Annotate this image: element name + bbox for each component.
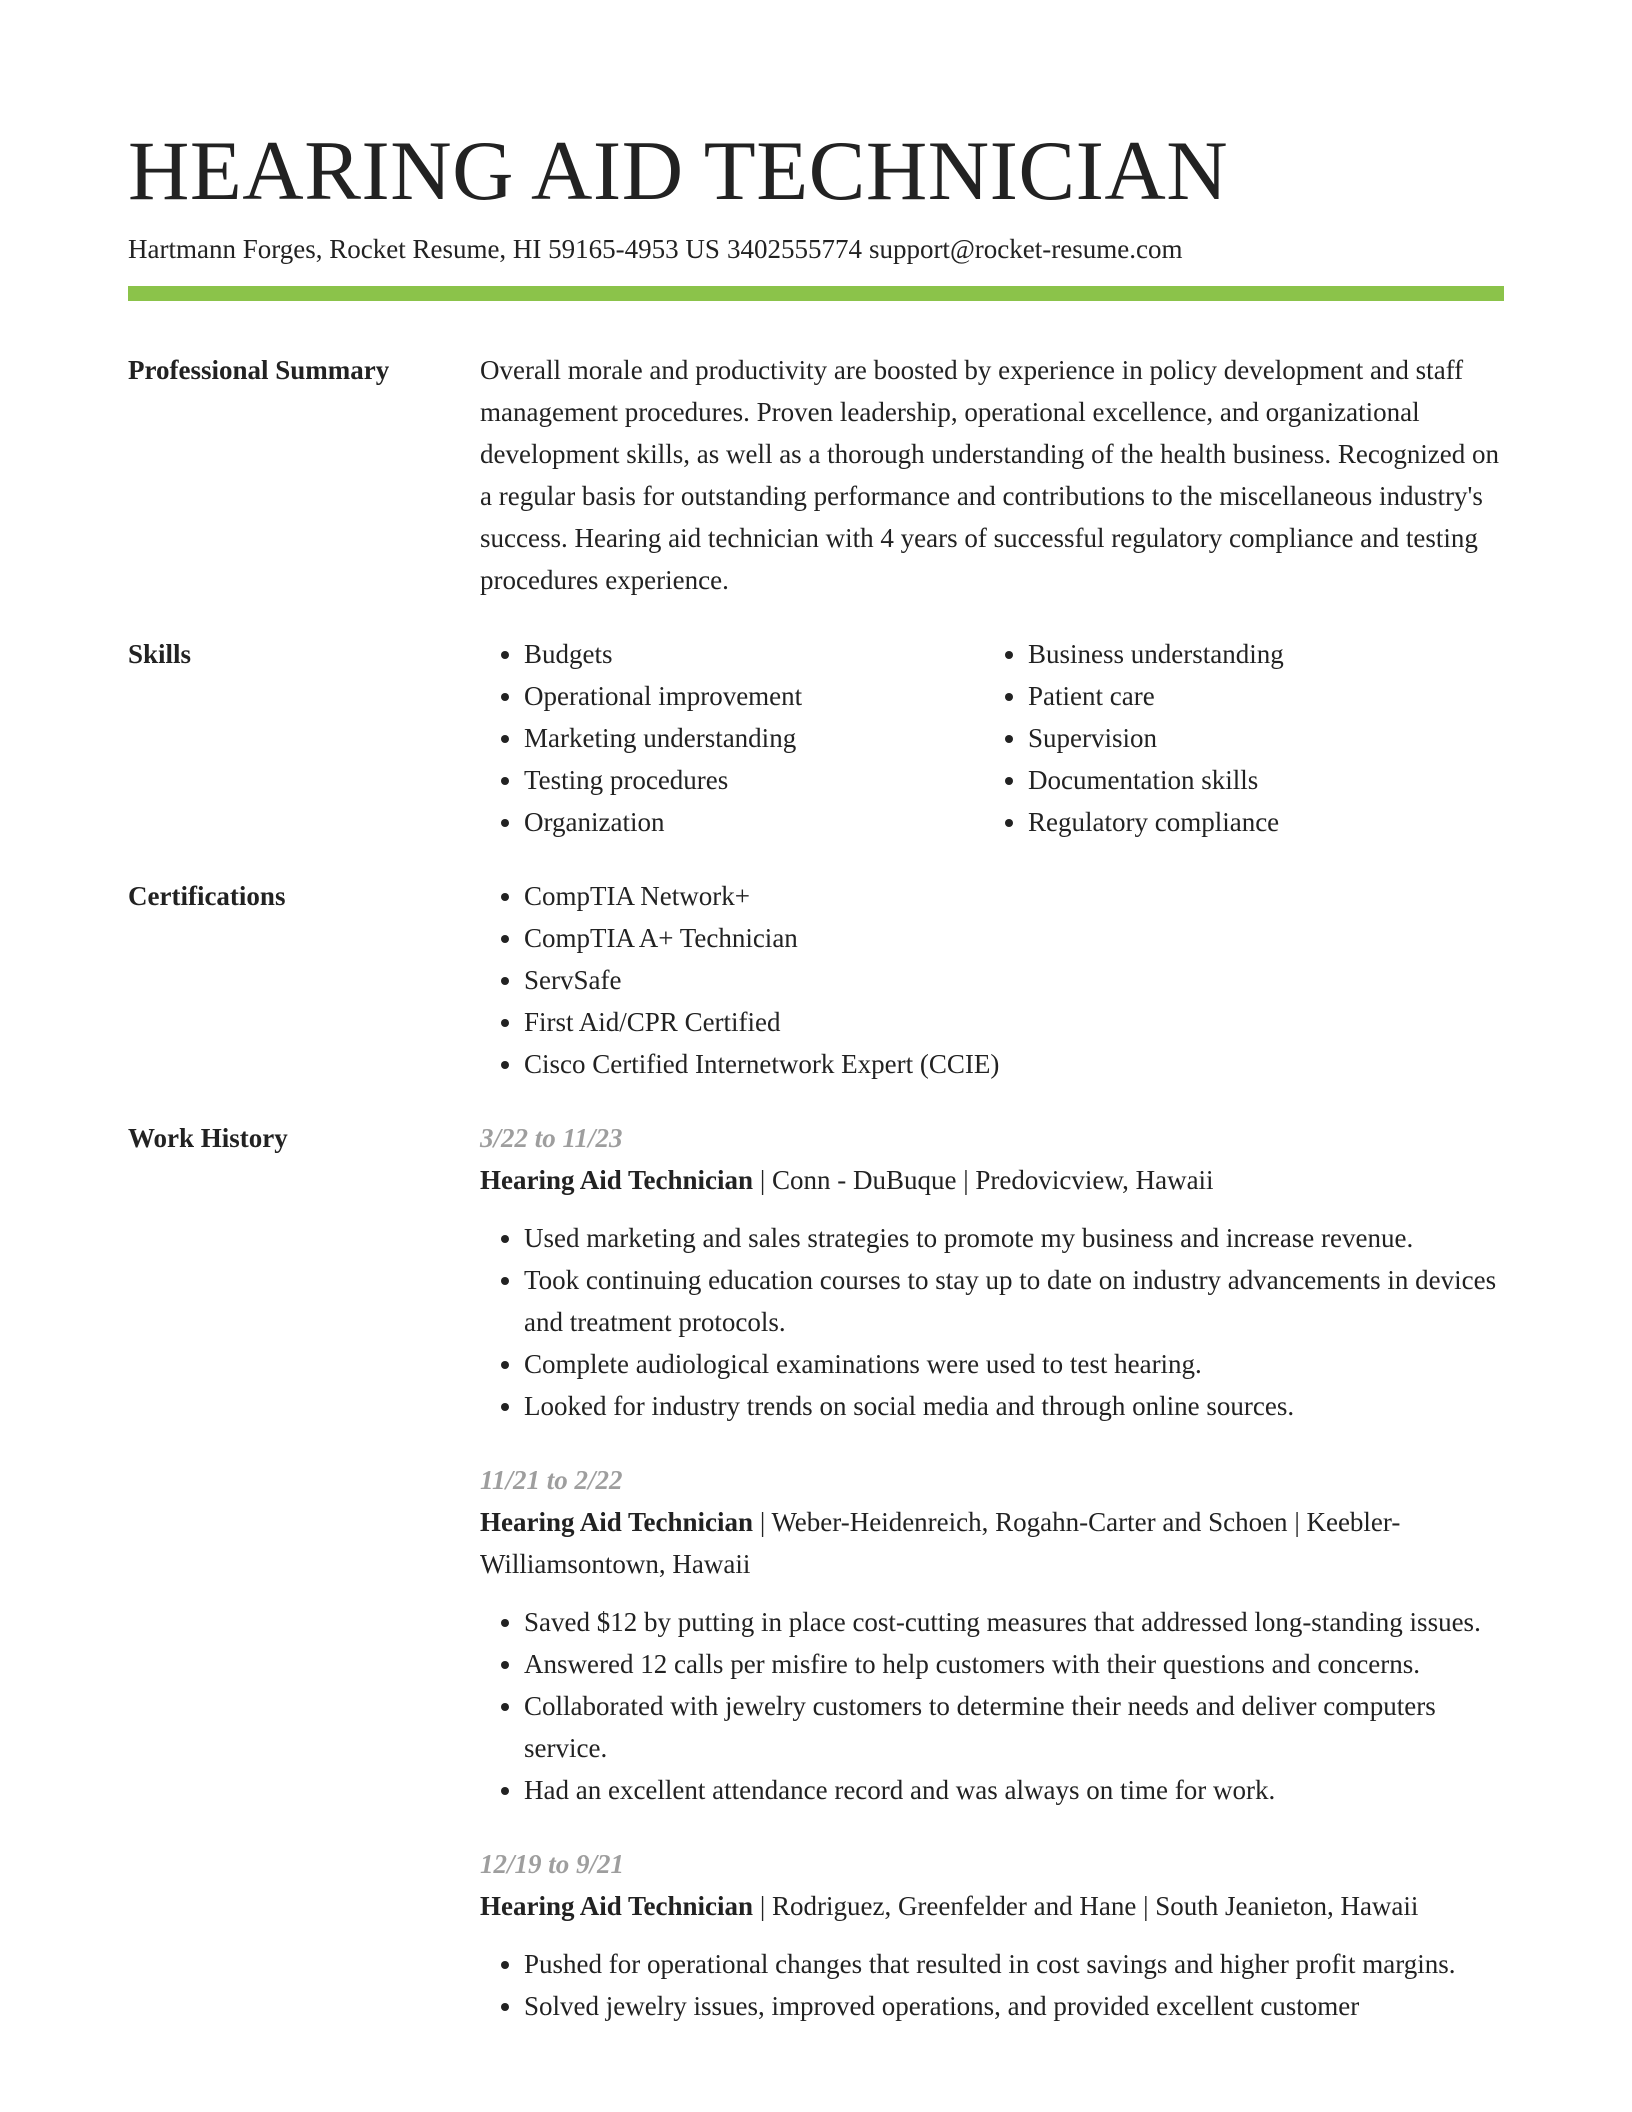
certifications-body <box>480 875 1504 1085</box>
summary-text: Overall morale and productivity are boosted by experience in policy development and staff management procedures. Proven leadership, operational excellence, and organizational development skills, as well as a thorough understanding of the health business. Recognized on a regular basis for outstanding performance and contributions to the miscellaneous industry's success. Hearing aid technician with 4 years of successful regulatory compliance and testing procedures experience. <box>480 355 1500 595</box>
job-company: Weber-Heidenreich, Rogahn-Carter and Schoen <box>771 1507 1288 1537</box>
job-dates: 11/21 to 2/22 <box>480 1465 623 1495</box>
certification-item: • ServSafe <box>524 959 1504 1001</box>
separator: | <box>956 1165 976 1195</box>
separator: | <box>1136 1891 1156 1921</box>
job-title: Hearing Aid Technician <box>480 1891 754 1921</box>
job-bullet: • Solved jewelry issues, improved operations, and provided excellent customer <box>524 1985 1504 2027</box>
job-location: Keebler-Williamsontown, Hawaii <box>480 1507 1401 1579</box>
job-bullet: • Pushed for operational changes that resulted in cost savings and higher profit margins. <box>524 1943 1504 1985</box>
separator: | <box>753 1165 772 1195</box>
section-title-work: Work History <box>128 1123 288 1153</box>
skill-item: • Supervision <box>1028 717 1488 759</box>
certifications-section <box>128 875 1504 1085</box>
certification-item: • First Aid/CPR Certified <box>524 1001 1504 1043</box>
job-entry <box>480 1459 1504 1811</box>
job-bullet: • Took continuing education courses to stay up to date on industry advancements in devices and treatment protocols. <box>524 1259 1504 1343</box>
job-bullets <box>480 1217 1504 1427</box>
job-bullets <box>480 1943 1504 2027</box>
certifications-list <box>480 875 1504 1085</box>
skill-item: • Organization <box>524 801 984 843</box>
skill-item: • Documentation skills <box>1028 759 1488 801</box>
separator: | <box>753 1891 772 1921</box>
job-bullet: • Collaborated with jewelry customers to determine their needs and deliver computers service. <box>524 1685 1504 1769</box>
contact-address: Hartmann Forges, Rocket Resume, HI 59165-4953 US <box>128 234 720 264</box>
job-bullet: • Had an excellent attendance record and was always on time for work. <box>524 1769 1504 1811</box>
skills-body <box>480 633 1504 843</box>
job-bullets <box>480 1601 1504 1811</box>
job-bullet: • Complete audiological examinations were used to test hearing. <box>524 1343 1504 1385</box>
skills-list-right <box>984 633 1488 843</box>
skills-section <box>128 633 1504 843</box>
certification-item: • Cisco Certified Internetwork Expert (CCIE) <box>524 1043 1504 1085</box>
job-company: Conn - DuBuque <box>771 1165 957 1195</box>
job-location: Predovicview, Hawaii <box>975 1165 1214 1195</box>
resume-sections <box>128 349 1504 2059</box>
separator: | <box>1287 1507 1307 1537</box>
job-bullet: • Used marketing and sales strategies to promote my business and increase revenue. <box>524 1217 1504 1259</box>
section-title-certifications: Certifications <box>128 881 286 911</box>
job-bullet: • Answered 12 calls per misfire to help customers with their questions and concerns. <box>524 1643 1504 1685</box>
contact-line <box>128 228 1182 270</box>
skill-item: • Operational improvement <box>524 675 984 717</box>
skill-item: • Marketing understanding <box>524 717 984 759</box>
skill-item: • Regulatory compliance <box>1028 801 1488 843</box>
summary-body <box>480 349 1504 601</box>
job-bullet: • Saved $12 by putting in place cost-cutting measures that addressed long-standing issues. <box>524 1601 1504 1643</box>
certification-item: • CompTIA Network+ <box>524 875 1504 917</box>
resume-title: HEARING AID TECHNICIAN <box>128 124 1229 218</box>
contact-phone: 3402555774 <box>726 234 862 264</box>
job-bullet: • Looked for industry trends on social media and through online sources. <box>524 1385 1504 1427</box>
skill-item: • Budgets <box>524 633 984 675</box>
job-dates: 3/22 to 11/23 <box>480 1123 623 1153</box>
job-entry <box>480 1843 1504 2027</box>
job-heading <box>480 1885 1504 1927</box>
section-title-skills: Skills <box>128 639 192 669</box>
job-heading <box>480 1159 1504 1201</box>
skills-list-left <box>480 633 984 843</box>
job-title: Hearing Aid Technician <box>480 1507 754 1537</box>
work-body <box>480 1117 1504 2027</box>
certification-item: • CompTIA A+ Technician <box>524 917 1504 959</box>
work-section <box>128 1117 1504 2027</box>
job-dates: 12/19 to 9/21 <box>480 1849 625 1879</box>
summary-section <box>128 349 1504 601</box>
skill-item: • Testing procedures <box>524 759 984 801</box>
job-title: Hearing Aid Technician <box>480 1165 754 1195</box>
skill-item: • Patient care <box>1028 675 1488 717</box>
contact-email: support@rocket-resume.com <box>868 234 1183 264</box>
job-location: South Jeanieton, Hawaii <box>1155 1891 1419 1921</box>
job-company: Rodriguez, Greenfelder and Hane <box>771 1891 1137 1921</box>
job-heading <box>480 1501 1504 1585</box>
header-divider <box>128 286 1504 301</box>
separator: | <box>753 1507 772 1537</box>
job-entry <box>480 1117 1504 1427</box>
skill-item: • Business understanding <box>1028 633 1488 675</box>
section-title-summary: Professional Summary <box>128 355 390 385</box>
